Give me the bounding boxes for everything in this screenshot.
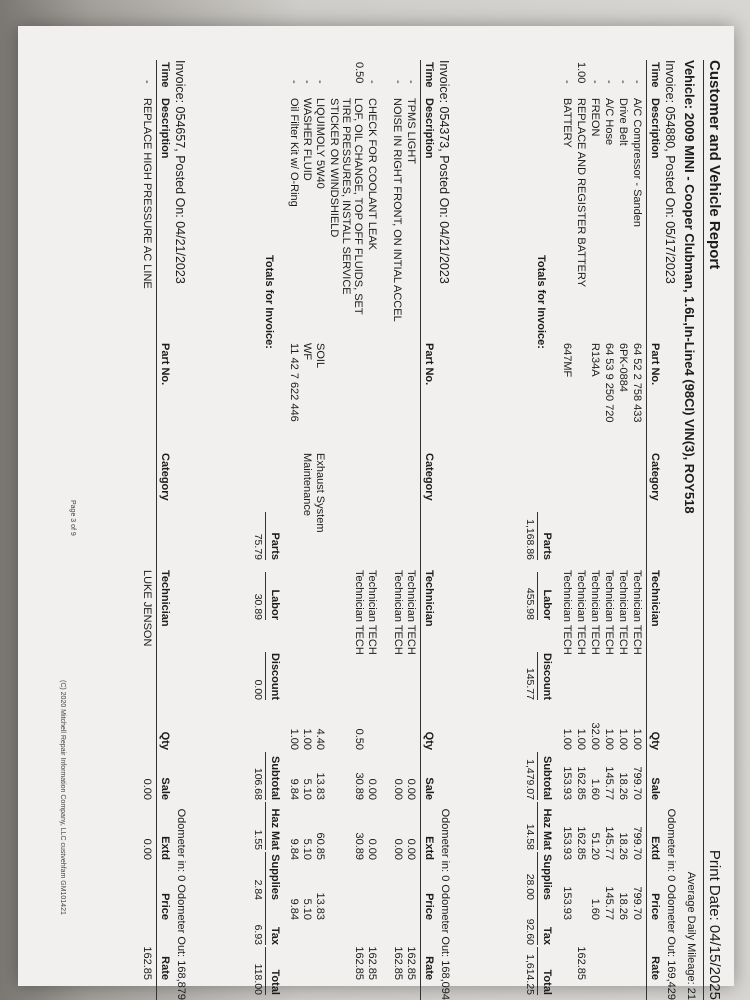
inv1-total-labor: 455.98: [524, 587, 536, 620]
row-bullet: -: [631, 80, 643, 84]
rule-line: [265, 947, 266, 995]
row-part-no: 11 42 7 622 446: [288, 343, 300, 422]
inv2-header-rate: Rate: [423, 956, 435, 980]
row-description: WASHER FLUID: [301, 98, 313, 181]
row-description: FREON: [589, 98, 601, 137]
inv2-totals-header-haz_mat: Haz Mat: [269, 808, 281, 850]
inv1-header-extd: Extd: [649, 836, 661, 860]
inv2-totals-header-supplies: Supplies: [269, 854, 281, 900]
inv2-header-part_no: Part No.: [423, 343, 435, 386]
inv2-total-labor: 30.89: [252, 593, 264, 620]
row-rate: 162.85: [405, 946, 417, 980]
inv1-total-parts: 1,168.86: [524, 519, 536, 560]
inv1-header-qty: Qty: [649, 731, 661, 750]
row-sale: 162.85: [575, 766, 587, 800]
row-description: TPMS LIGHT: [405, 98, 417, 165]
row-description: REPLACE AND REGISTER BATTERY: [575, 98, 587, 288]
inv3-header-part_no: Part No.: [159, 343, 171, 386]
inv3-header-rate: Rate: [159, 956, 171, 980]
row-extd: 9.84: [288, 838, 300, 860]
inv1-header-category: Category: [649, 453, 661, 501]
row-price: 153.93: [561, 886, 573, 920]
inv2-header-category: Category: [423, 453, 435, 501]
print-date: Print Date: 04/15/2025: [706, 849, 723, 1000]
rule-line: [646, 60, 647, 1000]
inv2-total-tax: 6.93: [252, 924, 264, 945]
row-technician: Technician TECH: [366, 570, 378, 655]
row-price: 9.84: [288, 898, 300, 920]
row-extd: 30.89: [353, 832, 365, 860]
inv1-total-total: 1,614.25: [524, 954, 536, 995]
rule-line: [265, 572, 266, 620]
inv2-header-sale: Sale: [423, 777, 435, 800]
rule-line: [265, 652, 266, 700]
row-sale: 145.77: [603, 766, 615, 800]
row-time: 0.50: [353, 62, 365, 84]
row-qty: 1.00: [288, 728, 300, 750]
avg-daily-mileage: Average Daily Mileage: 21: [685, 871, 697, 1000]
rule-line: [537, 947, 538, 995]
inv1-totals-header-subtotal: Subtotal: [541, 756, 553, 800]
row-bullet: -: [301, 80, 313, 84]
row-description: CHECK FOR COOLANT LEAK: [366, 98, 378, 250]
row-part-no: 64 53 9 250 720: [603, 343, 615, 423]
inv2-totals-header-total: Total: [269, 969, 281, 995]
row-part-no: WF: [301, 343, 313, 361]
inv2-totals-header-labor: Labor: [269, 589, 281, 620]
rule-line: [537, 652, 538, 700]
row-extd: 60.85: [314, 832, 326, 860]
row-bullet: -: [314, 80, 326, 84]
row-technician: Technician TECH: [617, 570, 629, 655]
inv1-header-part_no: Part No.: [649, 343, 661, 386]
invoice2-title: Invoice: 054373, Posted On: 04/21/2023: [437, 60, 451, 284]
row-extd: 162.85: [575, 826, 587, 860]
row-technician: Technician TECH: [575, 570, 587, 655]
row-rate: 162.85: [366, 946, 378, 980]
row-sale: 18.26: [617, 772, 629, 800]
inv1-total-supplies: 28.00: [524, 873, 536, 900]
inv3-header-description: Description: [159, 98, 171, 159]
row-bullet: -: [405, 80, 417, 84]
row-extd: 18.26: [617, 832, 629, 860]
row-rate: 162.85: [353, 946, 365, 980]
inv2-header-technician: Technician: [423, 570, 435, 627]
rule-line: [156, 60, 157, 1000]
row-sale: 1.60: [589, 778, 601, 800]
inv2-total-discount: 0.00: [252, 679, 264, 700]
row-qty: 1.00: [617, 728, 629, 750]
row-extd: 0.00: [141, 838, 153, 860]
inv2-header-time: Time: [423, 62, 435, 88]
row-sale: 30.89: [353, 772, 365, 800]
inv1-totals-header-tax: Tax: [541, 926, 553, 945]
row-price: 18.26: [617, 892, 629, 920]
row-sale: 0.00: [366, 778, 378, 800]
inv2-header-price: Price: [423, 893, 435, 920]
rule-line: [265, 802, 266, 850]
row-technician: Technician TECH: [589, 570, 601, 655]
row-qty: 1.00: [561, 728, 573, 750]
row-price: 13.83: [314, 892, 326, 920]
row-description: LIQUIMOLY 5W40: [314, 98, 326, 189]
row-extd: 5.10: [301, 838, 313, 860]
inv3-header-sale: Sale: [159, 777, 171, 800]
report-page: [34, 60, 724, 1000]
copyright: (C) 2020 Mitchell Repair Information Company, LLC custvehfam GM101421: [59, 680, 66, 915]
row-technician: Technician TECH: [405, 570, 417, 655]
row-extd: 0.00: [405, 838, 417, 860]
row-sale: 799.70: [631, 766, 643, 800]
rule-line: [537, 897, 538, 945]
row-rate: 162.85: [392, 946, 404, 980]
row-price: 5.10: [301, 898, 313, 920]
row-part-no: 64 52 2 758 433: [631, 343, 643, 423]
row-bullet: -: [366, 80, 378, 84]
row-extd: 51.20: [589, 832, 601, 860]
inv3-header-extd: Extd: [159, 836, 171, 860]
inv1-totals-header-labor: Labor: [541, 589, 553, 620]
inv2-totals-header-tax: Tax: [269, 926, 281, 945]
row-bullet: -: [589, 80, 601, 84]
row-part-no: R134A: [589, 343, 601, 377]
row-bullet: -: [141, 80, 153, 84]
row-description: Drive Belt: [617, 98, 629, 146]
row-extd: 153.93: [561, 826, 573, 860]
row-sale: 0.00: [392, 778, 404, 800]
row-price: 799.70: [631, 886, 643, 920]
rule-line: [537, 572, 538, 620]
row-technician: LUKE JENSON: [141, 570, 153, 647]
inv2-totals-header-parts: Parts: [269, 532, 281, 560]
inv2-header-extd: Extd: [423, 836, 435, 860]
row-description: A/C Hose: [603, 98, 615, 146]
row-qty: 32.00: [589, 722, 601, 750]
row-part-no: 647MF: [561, 343, 573, 378]
rule-line: [537, 512, 538, 560]
rule-line: [265, 897, 266, 945]
invoice3-title: Invoice: 054657, Posted On: 04/21/2023: [173, 60, 187, 284]
inv1-header-description: Description: [649, 98, 661, 159]
row-sale: 0.00: [141, 778, 153, 800]
inv1-totals-header-total: Total: [541, 969, 553, 995]
inv1-total-tax: 92.60: [524, 918, 536, 945]
rule-line: [537, 752, 538, 800]
row-extd: 799.70: [631, 826, 643, 860]
inv1-totals-label: Totals for Invoice:: [535, 255, 547, 349]
row-description: LOF, OIL CHANGE, TOP OFF FLUIDS, SET TIRE PRESSURES, INSTALL SERVICE STICKER ON WINDSHIELD: [328, 98, 364, 315]
row-description: REPLACE HIGH PRESSURE AC LINE: [141, 98, 153, 289]
row-bullet: -: [603, 80, 615, 84]
row-technician: Technician TECH: [603, 570, 615, 655]
inv3-header-price: Price: [159, 893, 171, 920]
row-bullet: -: [561, 80, 573, 84]
row-sale: 0.00: [405, 778, 417, 800]
row-category: Exhaust System: [314, 453, 326, 533]
row-sale: 5.10: [301, 778, 313, 800]
inv1-header-technician: Technician: [649, 570, 661, 627]
row-bullet: -: [288, 80, 300, 84]
invoice1-odometer: Odometer in: 0 Odometer Out: 169,429: [665, 808, 677, 1000]
row-qty: 1.00: [603, 728, 615, 750]
row-price: 145.77: [603, 886, 615, 920]
row-technician: Technician TECH: [631, 570, 643, 655]
row-sale: 153.93: [561, 766, 573, 800]
paper-sheet: [18, 26, 734, 1000]
row-description: BATTERY: [561, 98, 573, 148]
row-rate: 162.85: [141, 946, 153, 980]
inv1-header-time: Time: [649, 62, 661, 88]
inv2-totals-header-discount: Discount: [269, 652, 281, 700]
invoice1-title: Invoice: 054880, Posted On: 05/17/2023: [663, 60, 677, 284]
inv1-header-rate: Rate: [649, 956, 661, 980]
inv1-totals-header-haz_mat: Haz Mat: [541, 808, 553, 850]
row-qty: 4.40: [314, 728, 326, 750]
inv1-total-haz_mat: 14.58: [524, 823, 536, 850]
row-sale: 13.83: [314, 772, 326, 800]
row-technician: Technician TECH: [392, 570, 404, 655]
row-sale: 9.84: [288, 778, 300, 800]
inv3-header-qty: Qty: [159, 731, 171, 750]
row-rate: 162.85: [575, 946, 587, 980]
row-extd: 0.00: [392, 838, 404, 860]
inv2-total-subtotal: 106.68: [252, 767, 264, 800]
rule-line: [265, 752, 266, 800]
inv2-totals-header-subtotal: Subtotal: [269, 756, 281, 800]
rule-line: [265, 852, 266, 900]
vehicle-line: Vehicle: 2009 MINI - Cooper Clubman, 1.6L,In-Line4 (98CI) VIN(3), ROY518: [682, 60, 697, 514]
rule-line: [265, 512, 266, 560]
row-extd: 145.77: [603, 826, 615, 860]
inv1-header-price: Price: [649, 893, 661, 920]
inv2-total-parts: 75.79: [252, 533, 264, 560]
inv1-header-sale: Sale: [649, 777, 661, 800]
inv3-header-technician: Technician: [159, 570, 171, 627]
row-technician: Technician TECH: [353, 570, 365, 655]
invoice2-odometer: Odometer in: 0 Odometer Out: 168,094: [439, 808, 451, 1000]
inv2-total-haz_mat: 1.55: [252, 829, 264, 850]
row-qty: 1.00: [575, 728, 587, 750]
row-qty: 1.00: [631, 728, 643, 750]
inv2-total-total: 118.00: [252, 963, 264, 995]
row-category: Maintenance: [301, 453, 313, 516]
inv1-totals-header-supplies: Supplies: [541, 854, 553, 900]
report-title: Customer and Vehicle Report: [706, 60, 723, 270]
inv1-total-subtotal: 1,479.07: [524, 759, 536, 800]
row-description: Oil Filter Kit w/ O-Ring: [288, 98, 300, 207]
invoice3-odometer: Odometer in: 0 Odometer Out: 168,879: [175, 808, 187, 1000]
inv2-totals-label: Totals for Invoice:: [263, 255, 275, 349]
inv1-totals-header-parts: Parts: [541, 532, 553, 560]
row-extd: 0.00: [366, 838, 378, 860]
inv2-total-supplies: 2.84: [252, 879, 264, 900]
rule-line: [420, 60, 421, 1000]
row-part-no: 6PK-0884: [617, 343, 629, 392]
inv1-total-discount: 145.77: [524, 667, 536, 700]
row-qty: 1.00: [301, 728, 313, 750]
rule-line: [537, 802, 538, 850]
rule-line: [537, 852, 538, 900]
rule-line: [703, 60, 704, 1000]
row-description: A/C Compressor - Sanden: [631, 98, 643, 227]
inv1-totals-header-discount: Discount: [541, 652, 553, 700]
page-number: Page 3 of 9: [69, 500, 76, 536]
row-part-no: SOIL: [314, 343, 326, 369]
row-price: 1.60: [589, 898, 601, 920]
inv3-header-time: Time: [159, 62, 171, 88]
inv2-header-description: Description: [423, 98, 435, 159]
row-bullet: -: [617, 80, 629, 84]
inv2-header-qty: Qty: [423, 731, 435, 750]
inv3-header-category: Category: [159, 453, 171, 501]
row-technician: Technician TECH: [561, 570, 573, 655]
row-bullet: -: [392, 80, 404, 84]
row-time: 1.00: [575, 62, 587, 84]
row-qty: 0.50: [353, 728, 365, 750]
row-description: NOISE IN RIGHT FRONT, ON INTIAL ACCEL: [391, 98, 403, 322]
